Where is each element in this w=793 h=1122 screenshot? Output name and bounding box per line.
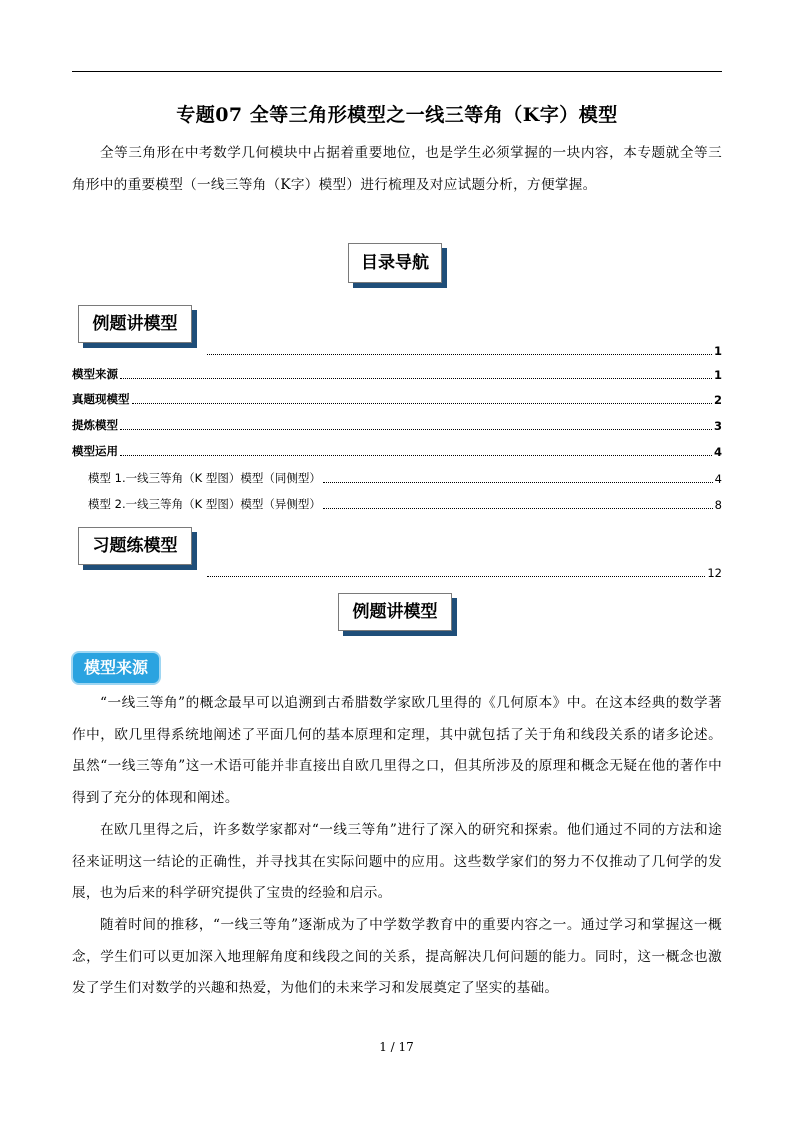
body-paragraph-1: “一线三等角”的概念最早可以追溯到古希腊数学家欧几里得的《几何原本》中。在这本经典的数学著作中，欧几里得系统地阐述了平面几何的基本原理和定理，其中就包括了关于角和线段关系的诸多论述。虽然“一线三等角”这一术语可能并非直接出自欧几里得之口，但其所涉及的原理和概念无疑在他的著作中得到了充分的体现和阐述。 <box>72 695 722 806</box>
toc-entry-section1[interactable]: 1 <box>205 340 722 358</box>
body-paragraph-2: 在欧几里得之后，许多数学家都对“一线三等角”进行了深入的研究和探索。他们通过不同的方法和途径来证明这一结论的正确性，并寻找其在实际问题中的应用。这些数学家们的努力不仅推动了几何学的发展，也为后来的科学研究提供了宝贵的经验和启示。 <box>72 822 722 901</box>
toc-entry-4[interactable]: 模型运用 4 <box>72 444 722 459</box>
toc-leader <box>323 481 713 483</box>
toc-leader <box>323 507 713 509</box>
toc-leader <box>207 353 712 355</box>
source-heading-badge: 模型来源 <box>73 653 159 683</box>
toc-entry-3[interactable]: 提炼模型 3 <box>72 418 722 433</box>
body-paragraph-3: 随着时间的推移，“一线三等角”逐渐成为了中学数学教育中的重要内容之一。通过学习和掌握这一概念，学生们可以更加深入地理解角度和线段之间的关系，提高解决几何问题的能力。同时，这一概念也激发了学生们对数学的兴趣和热爱，为他们的未来学习和发展奠定了坚实的基础。 <box>72 917 722 996</box>
page-number: 1 / 17 <box>379 1040 414 1054</box>
toc-leader <box>132 402 712 404</box>
toc-leader <box>120 428 712 430</box>
toc-subentry-2[interactable]: 模型 2.一线三等角（K 型图）模型（异侧型） 8 <box>88 497 722 512</box>
toc-entry-2[interactable]: 真题现模型 2 <box>72 392 722 407</box>
toc-leader <box>120 377 712 379</box>
section-heading: 例题讲模型 <box>338 593 452 631</box>
toc-leader <box>207 575 705 577</box>
toc-leader <box>120 454 712 456</box>
toc-entry-1[interactable]: 模型来源 1 <box>72 367 722 382</box>
toc-section2-heading: 习题练模型 <box>78 527 192 565</box>
document-title: 专题07 全等三角形模型之一线三等角（K字）模型 <box>176 104 618 126</box>
toc-section1-heading: 例题讲模型 <box>78 305 192 343</box>
toc-subentry-1[interactable]: 模型 1.一线三等角（K 型图）模型（同侧型） 4 <box>88 471 722 486</box>
nav-heading: 目录导航 <box>348 243 442 283</box>
toc-entry-section2[interactable]: 12 <box>205 562 722 580</box>
header-rule <box>72 71 722 72</box>
intro-paragraph: 全等三角形在中考数学几何模块中占据着重要地位，也是学生必须掌握的一块内容，本专题就全等三角形中的重要模型（一线三等角（K字）模型）进行梳理及对应试题分析，方便掌握。 <box>72 145 722 193</box>
